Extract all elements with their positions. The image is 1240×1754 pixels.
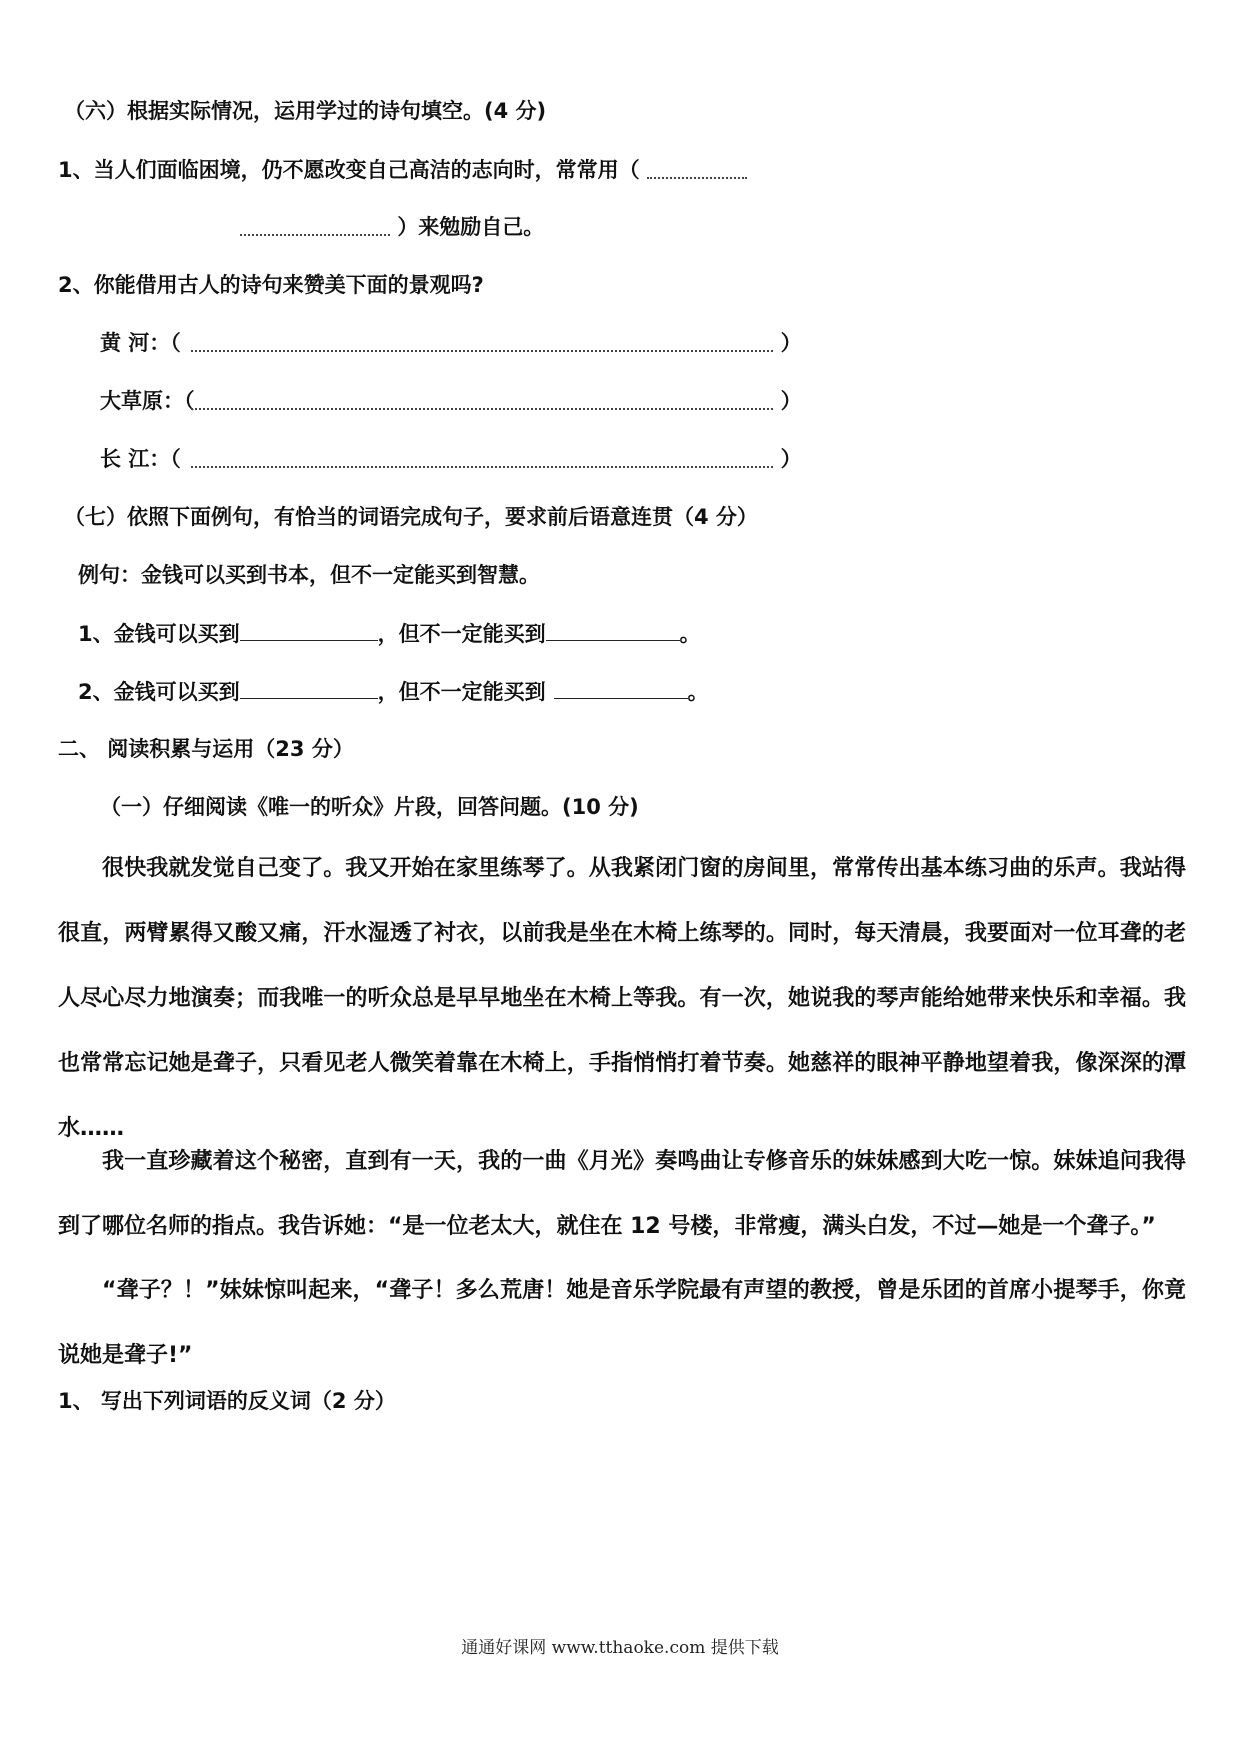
section7-item	[78, 676, 709, 707]
scene-row	[100, 328, 802, 358]
section6-title: （六）根据实际情况，运用学过的诗句填空。(4 分)	[64, 99, 547, 123]
passage-paragraph-2: 我一直珍藏着这个秘密，直到有一天，我的一曲《月光》奏鸣曲让专修音乐的妹妹感到大吃一惊。妹妹追问我得到了哪位名师的指点。我告诉她：“是一位老太大，就住在 12 号楼，非常瘦，满头白发，不过—她是一个聋子。”	[58, 1149, 1186, 1239]
answer-blank[interactable]	[191, 336, 773, 352]
scene-close: ）	[780, 389, 802, 413]
section7-item	[78, 618, 701, 649]
section7-title: （七）依照下面例句，有恰当的词语完成句子，要求前后语意连贯（4 分）	[64, 505, 758, 529]
item-prefix: 2、金钱可以买到	[78, 680, 240, 704]
scene-label: 黄 河：（	[100, 331, 181, 355]
item-mid: ，但不一定能买到	[377, 622, 546, 646]
item-end: 。	[679, 622, 701, 646]
scene-close: ）	[780, 447, 802, 471]
answer-blank[interactable]	[240, 676, 378, 699]
question-1-prefix: 1、当人们面临困境，仍不愿改变自己高洁的志向时，常常用（	[58, 158, 640, 182]
answer-blank[interactable]	[546, 618, 680, 641]
part2-subtitle: （一）仔细阅读《唯一的听众》片段，回答问题。(10 分)	[100, 795, 639, 819]
scene-label: 长 江：（	[100, 447, 181, 471]
answer-blank[interactable]	[240, 220, 390, 236]
passage-paragraph-1: 很快我就发觉自己变了。我又开始在家里练琴了。从我紧闭门窗的房间里，常常传出基本练习曲的乐声。我站得很直，两臂累得又酸又痛，汗水湿透了衬衣，以前我是坐在木椅上练琴的。同时，每天清晨，我要面对一位耳聋的老人尽心尽力地演奏；而我唯一的听众总是早早地坐在木椅上等我。有一次，她说我的琴声能给她带来快乐和幸福。我也常常忘记她是聋子，只看见老人微笑着靠在木椅上，手指悄悄打着节奏。她慈祥的眼神平静地望着我，像深深的潭水……	[58, 856, 1186, 1141]
item-prefix: 1、金钱可以买到	[78, 622, 240, 646]
answer-blank[interactable]	[191, 394, 773, 410]
scene-row	[100, 386, 802, 416]
part2-question-1: 1、 写出下列词语的反义词（2 分）	[58, 1389, 396, 1413]
answer-blank[interactable]	[647, 163, 747, 179]
scene-row	[100, 444, 802, 474]
answer-blank[interactable]	[554, 676, 688, 699]
question-1-suffix: ）来勉励自己。	[397, 215, 545, 239]
answer-blank[interactable]	[240, 618, 378, 641]
part2-title: 二、 阅读积累与运用（23 分）	[58, 737, 354, 761]
passage-paragraph-3: “聋子？！”妹妹惊叫起来，“聋子！多么荒唐！她是音乐学院最有声望的教授，曾是乐团的首席小提琴手，你竟说她是聋子!”	[58, 1278, 1186, 1368]
section7-example: 例句：金钱可以买到书本，但不一定能买到智慧。	[78, 563, 540, 587]
item-mid: ，但不一定能买到	[377, 680, 546, 704]
section6-question-1	[58, 155, 747, 185]
answer-blank[interactable]	[191, 452, 773, 468]
scene-label: 大草原：（	[100, 389, 195, 413]
item-end: 。	[687, 680, 709, 704]
section6-question-2: 2、你能借用古人的诗句来赞美下面的景观吗?	[58, 273, 484, 297]
page-footer: 通通好课网 www.tthaoke.com 提供下载	[461, 1638, 779, 1658]
section6-question-1-continued	[240, 212, 544, 242]
scene-close: ）	[780, 331, 802, 355]
